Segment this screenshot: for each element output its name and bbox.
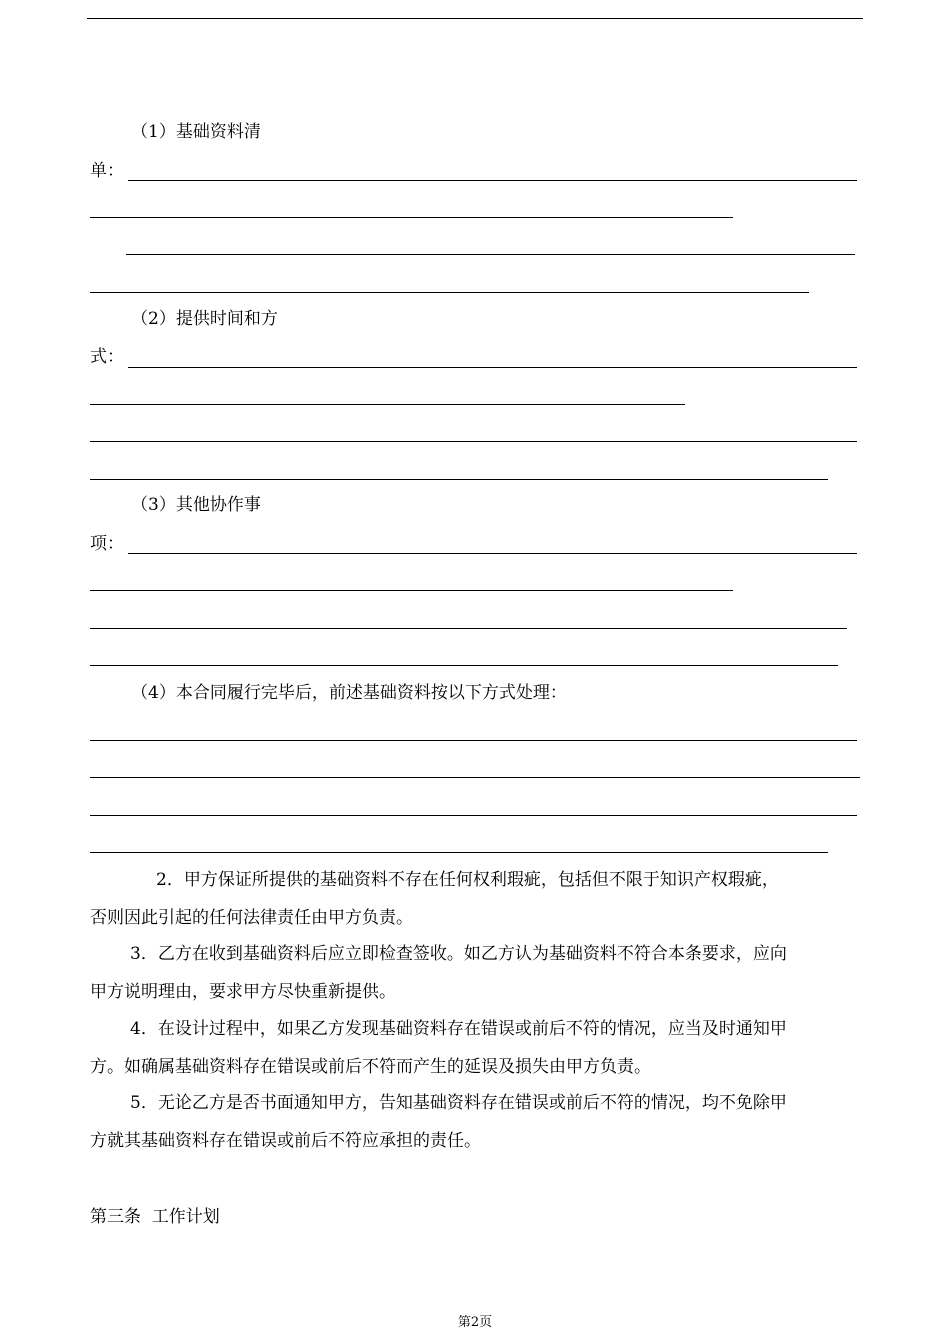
clause-5 (90, 1084, 865, 1160)
item2-label: （2）提供时间和方 (131, 309, 278, 329)
item3-blank-line (90, 665, 838, 666)
clause-4 (90, 1010, 865, 1086)
item3-blank-line (90, 590, 733, 591)
header-rule (87, 18, 863, 19)
item3-label: （3）其他协作事 (131, 495, 261, 515)
clause-2 (90, 861, 865, 937)
item2-blank-line (90, 479, 828, 480)
item3-blank-line (128, 553, 857, 554)
item2-blank-line (90, 404, 685, 405)
item4-blank-line (90, 777, 860, 778)
clause-2-line1: 2．甲方保证所提供的基础资料不存在任何权利瑕疵，包括但不限于知识产权瑕疵， (156, 870, 779, 890)
item3-label-cont: 项： (90, 534, 124, 554)
item1-blank-line (90, 217, 733, 218)
item1-blank-line (126, 254, 855, 255)
clause-3 (90, 935, 865, 1011)
clause-2-line2: 否则因此引起的任何法律责任由甲方负责。 (90, 908, 413, 928)
item1-label: （1）基础资料清 (131, 122, 261, 142)
item2-blank-line (90, 441, 857, 442)
page-number: 第2页 (457, 1315, 493, 1330)
item2-label-cont: 式： (90, 347, 124, 367)
item4-blank-line (90, 852, 828, 853)
item4-blank-line (90, 740, 857, 741)
clause-5-line1: 5．无论乙方是否书面通知甲方，告知基础资料存在错误或前后不符的情况，均不免除甲 (130, 1093, 787, 1113)
item1-blank-line (90, 292, 809, 293)
clause-4-line2: 方。如确属基础资料存在错误或前后不符而产生的延误及损失由甲方负责。 (90, 1057, 651, 1077)
item3-blank-line (90, 628, 847, 629)
article-heading: 第三条 工作计划 (90, 1207, 220, 1227)
item4-blank-line (90, 815, 857, 816)
item1-label-cont: 单： (90, 161, 124, 181)
clause-3-line1: 3．乙方在收到基础资料后应立即检查签收。如乙方认为基础资料不符合本条要求，应向 (130, 944, 787, 964)
item2-blank-line (128, 367, 857, 368)
item4-label: （4）本合同履行完毕后，前述基础资料按以下方式处理： (131, 683, 567, 703)
clause-3-line2: 甲方说明理由，要求甲方尽快重新提供。 (90, 982, 396, 1002)
item1-blank-line (128, 180, 857, 181)
clause-4-line1: 4．在设计过程中，如果乙方发现基础资料存在错误或前后不符的情况，应当及时通知甲 (130, 1019, 787, 1039)
clause-5-line2: 方就其基础资料存在错误或前后不符应承担的责任。 (90, 1131, 481, 1151)
